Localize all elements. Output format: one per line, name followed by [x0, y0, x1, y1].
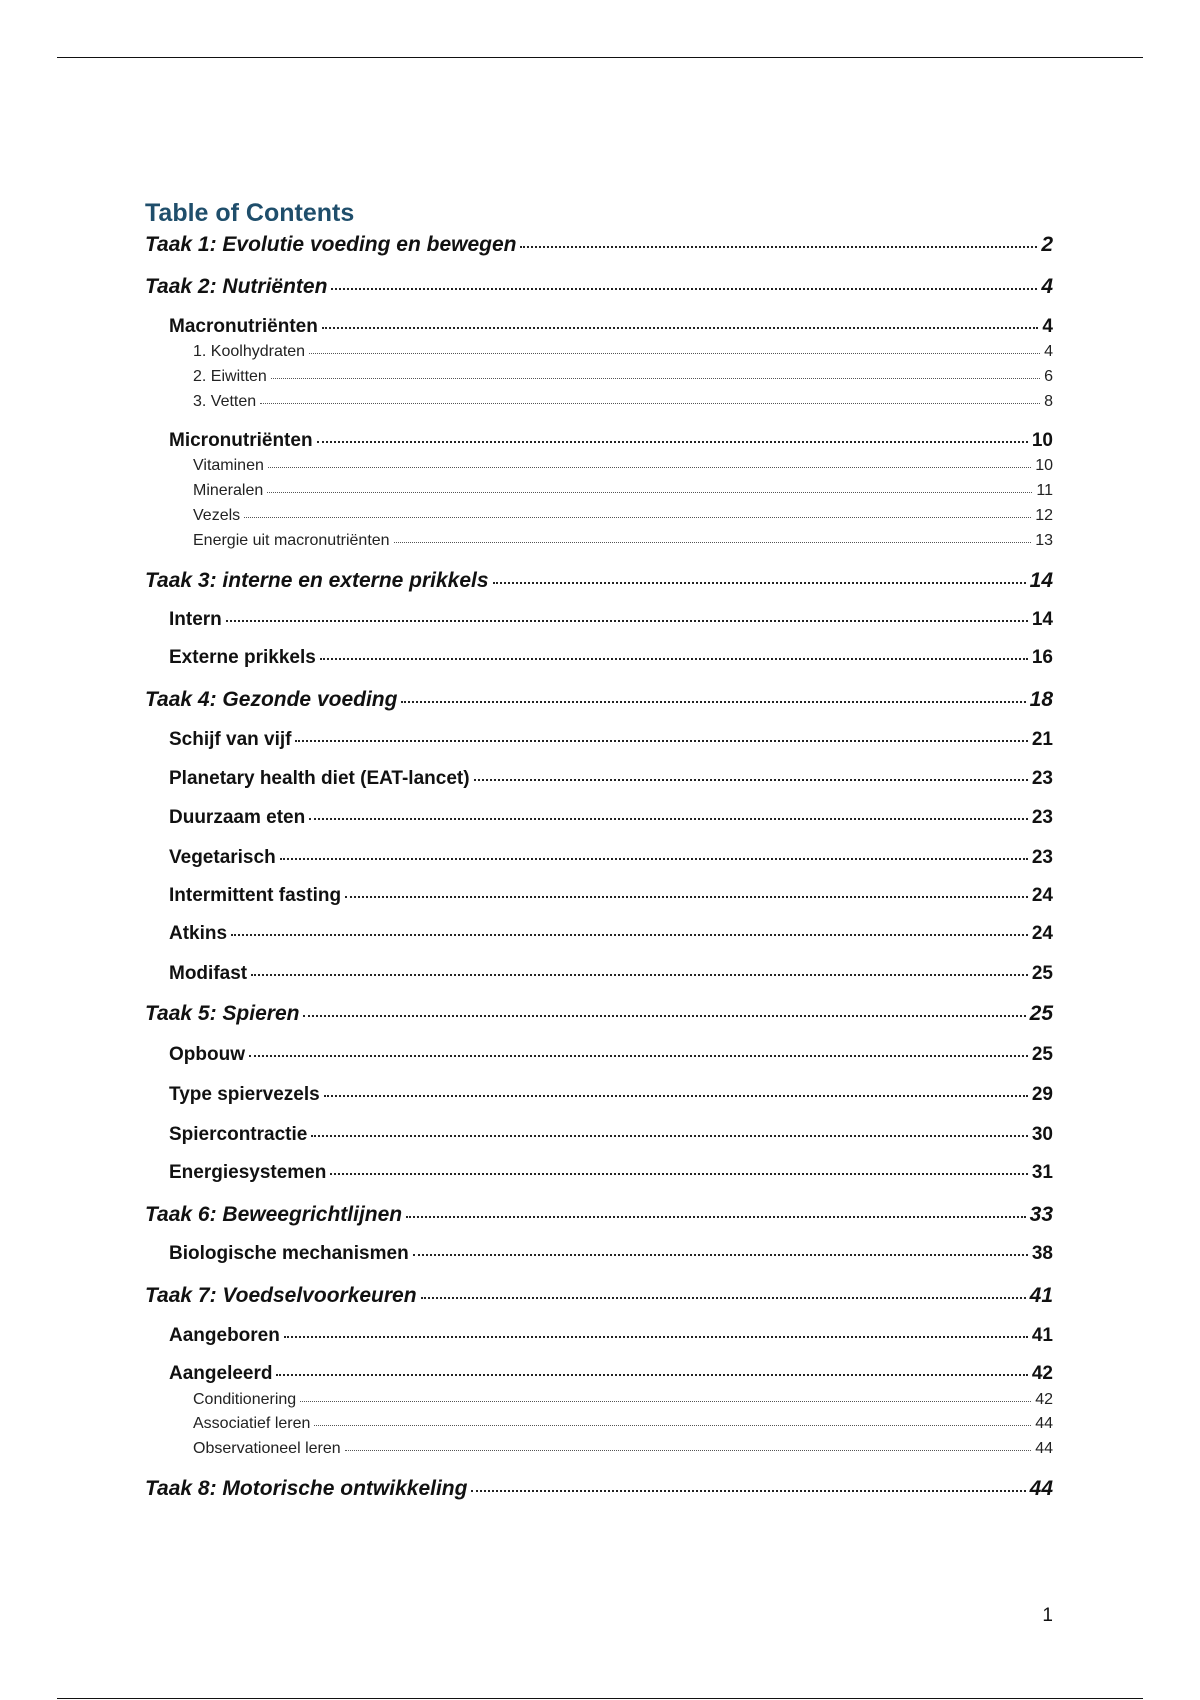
toc-entry-label: 3. Vetten — [193, 393, 257, 410]
toc-entry-label: Biologische mechanismen — [169, 1243, 409, 1264]
toc-entry-level-2[interactable] — [169, 920, 1053, 948]
toc-entry-level-1[interactable] — [145, 230, 1053, 260]
toc-dot-leader — [345, 896, 1028, 898]
toc-entry-level-2[interactable] — [169, 644, 1053, 672]
toc-entry-level-2[interactable] — [169, 1240, 1053, 1268]
toc-dot-leader — [226, 620, 1028, 622]
toc-entry-level-2[interactable] — [169, 1159, 1053, 1187]
toc-entry-page: 10 — [1031, 430, 1053, 451]
toc-entry-label: Planetary health diet (EAT-lancet) — [169, 768, 470, 789]
toc-dot-leader — [300, 1401, 1031, 1402]
toc-entry-page: 8 — [1044, 393, 1053, 410]
toc-entry-page: 42 — [1031, 1363, 1053, 1384]
toc-entry-level-2[interactable] — [169, 313, 1053, 341]
toc-entry-page: 23 — [1031, 847, 1053, 868]
toc-dot-leader — [271, 378, 1040, 379]
toc-entry-level-2[interactable] — [169, 765, 1053, 793]
toc-entry-level-1[interactable] — [145, 272, 1053, 302]
page-number: 1 — [1042, 1605, 1053, 1626]
toc-entry-page: 18 — [1029, 688, 1053, 711]
toc-dot-leader — [520, 246, 1037, 248]
toc-entry-level-2[interactable] — [169, 1322, 1053, 1350]
toc-entry-page: 41 — [1031, 1325, 1053, 1346]
toc-dot-leader — [311, 1135, 1028, 1137]
toc-dot-leader — [309, 818, 1028, 820]
toc-entry-label: Taak 2: Nutriënten — [145, 275, 328, 298]
toc-entry-page: 42 — [1035, 1391, 1053, 1408]
toc-entry-page: 25 — [1031, 1044, 1053, 1065]
toc-entry-level-2[interactable] — [169, 844, 1053, 872]
toc-entry-label: Taak 4: Gezonde voeding — [145, 688, 398, 711]
toc-entry-page: 6 — [1044, 368, 1053, 385]
toc-entry-label: Micronutriënten — [169, 430, 313, 451]
toc-entry-label: Taak 7: Voedselvoorkeuren — [145, 1284, 417, 1307]
toc-dot-leader — [295, 740, 1027, 742]
toc-entry-level-2[interactable] — [169, 960, 1053, 988]
toc-entry-page: 4 — [1041, 275, 1053, 298]
toc-entry-page: 25 — [1031, 963, 1053, 984]
toc-entry-page: 4 — [1044, 343, 1053, 360]
toc-entry-page: 30 — [1031, 1124, 1053, 1145]
toc-entry-page: 24 — [1031, 885, 1053, 906]
toc-entry-label: Vitaminen — [193, 457, 264, 474]
toc-entry-label: Vegetarisch — [169, 847, 276, 868]
toc-entry-page: 41 — [1029, 1284, 1053, 1307]
toc-dot-leader — [331, 288, 1037, 290]
toc-entry-label: Intermittent fasting — [169, 885, 342, 906]
toc-entry-level-1[interactable] — [145, 685, 1053, 715]
toc-entry-label: Aangeleerd — [169, 1363, 273, 1384]
toc-entry-page: 14 — [1029, 569, 1053, 592]
toc-entry-page: 38 — [1031, 1243, 1053, 1264]
toc-dot-leader — [309, 353, 1040, 354]
toc-entry-label: Vezels — [193, 507, 241, 524]
toc-entry-label: Observationeel leren — [193, 1440, 341, 1457]
toc-dot-leader — [493, 582, 1026, 584]
toc-entry-level-2[interactable] — [169, 1121, 1053, 1149]
toc-entry-level-1[interactable] — [145, 1200, 1053, 1230]
toc-entry-label: Taak 5: Spieren — [145, 1002, 300, 1025]
toc-entry-page: 14 — [1031, 609, 1053, 630]
toc-entry-level-1[interactable] — [145, 1281, 1053, 1311]
toc-entry-level-1[interactable] — [145, 566, 1053, 596]
toc-dot-leader — [268, 467, 1031, 468]
toc-entry-label: Spiercontractie — [169, 1124, 308, 1145]
toc-dot-leader — [345, 1450, 1032, 1451]
toc-dot-leader — [317, 441, 1028, 443]
toc-entry-level-2[interactable] — [169, 1041, 1053, 1069]
toc-entry-label: Schijf van vijf — [169, 729, 292, 750]
toc-dot-leader — [401, 701, 1025, 703]
toc-entry-page: 23 — [1031, 768, 1053, 789]
toc-entry-level-3[interactable] — [193, 1389, 1053, 1411]
toc-entry-level-2[interactable] — [169, 1081, 1053, 1109]
toc-entry-level-1[interactable] — [145, 1474, 1053, 1504]
toc-entry-page: 33 — [1029, 1203, 1053, 1226]
toc-dot-leader — [260, 403, 1040, 404]
toc-entry-level-3[interactable] — [193, 455, 1053, 477]
toc-dot-leader — [276, 1374, 1027, 1376]
toc-title: Table of Contents — [145, 199, 355, 227]
toc-entry-label: Atkins — [169, 923, 228, 944]
toc-entry-page: 44 — [1029, 1477, 1053, 1500]
toc-entry-page: 24 — [1031, 923, 1053, 944]
toc-dot-leader — [244, 517, 1031, 518]
toc-entry-level-3[interactable] — [193, 480, 1053, 502]
toc-entry-level-2[interactable] — [169, 1360, 1053, 1388]
toc-dot-leader — [394, 542, 1032, 543]
toc-dot-leader — [322, 327, 1039, 329]
toc-entry-label: Energiesystemen — [169, 1162, 327, 1183]
toc-entry-level-1[interactable] — [145, 999, 1053, 1029]
toc-entry-page: 13 — [1035, 532, 1053, 549]
toc-entry-level-2[interactable] — [169, 882, 1053, 910]
toc-entry-page: 10 — [1035, 457, 1053, 474]
toc-entry-level-3[interactable] — [193, 391, 1053, 413]
toc-dot-leader — [474, 779, 1028, 781]
toc-dot-leader — [413, 1254, 1028, 1256]
toc-entry-level-3[interactable] — [193, 1438, 1053, 1460]
toc-entry-level-3[interactable] — [193, 505, 1053, 527]
toc-entry-label: Opbouw — [169, 1044, 245, 1065]
toc-entry-label: Taak 8: Motorische ontwikkeling — [145, 1477, 468, 1500]
toc-dot-leader — [249, 1055, 1028, 1057]
toc-dot-leader — [471, 1490, 1025, 1492]
toc-entry-page: 12 — [1035, 507, 1053, 524]
toc-entry-label: Taak 6: Beweegrichtlijnen — [145, 1203, 403, 1226]
toc-entry-label: Modifast — [169, 963, 248, 984]
toc-entry-label: Type spiervezels — [169, 1084, 320, 1105]
footer-rule — [57, 1698, 1143, 1699]
toc-entry-label: Energie uit macronutriënten — [193, 532, 390, 549]
toc-entry-page: 4 — [1042, 316, 1053, 337]
toc-entry-page: 44 — [1035, 1440, 1053, 1457]
toc-entry-label: Duurzaam eten — [169, 807, 306, 828]
toc-dot-leader — [284, 1336, 1028, 1338]
toc-dot-leader — [320, 658, 1028, 660]
toc-dot-leader — [421, 1297, 1026, 1299]
toc-entry-label: Externe prikkels — [169, 647, 316, 668]
toc-entry-label: Aangeboren — [169, 1325, 280, 1346]
toc-entry-label: 2. Eiwitten — [193, 368, 267, 385]
toc-entry-page: 2 — [1041, 233, 1053, 256]
toc-entry-page: 31 — [1031, 1162, 1053, 1183]
toc-dot-leader — [280, 858, 1028, 860]
toc-dot-leader — [324, 1095, 1028, 1097]
toc-entry-level-2[interactable] — [169, 804, 1053, 832]
toc-entry-page: 16 — [1031, 647, 1053, 668]
toc-dot-leader — [231, 934, 1028, 936]
toc-dot-leader — [330, 1173, 1028, 1175]
toc-entry-level-2[interactable] — [169, 427, 1053, 455]
toc-entry-label: Taak 3: interne en externe prikkels — [145, 569, 489, 592]
toc-entry-level-3[interactable] — [193, 1413, 1053, 1435]
toc-entry-label: 1. Koolhydraten — [193, 343, 306, 360]
toc-entry-label: Macronutriënten — [169, 316, 318, 337]
toc-entry-page: 21 — [1031, 729, 1053, 750]
toc-dot-leader — [303, 1015, 1025, 1017]
toc-entry-page: 23 — [1031, 807, 1053, 828]
toc-entry-label: Associatief leren — [193, 1415, 311, 1432]
toc-entry-page: 29 — [1031, 1084, 1053, 1105]
toc-entry-page: 11 — [1036, 482, 1053, 499]
toc-entry-level-3[interactable] — [193, 366, 1053, 388]
toc-entry-level-2[interactable] — [169, 726, 1053, 754]
toc-entry-label: Conditionering — [193, 1391, 297, 1408]
toc-dot-leader — [251, 974, 1028, 976]
toc-entry-label: Mineralen — [193, 482, 264, 499]
toc-entry-level-3[interactable] — [193, 530, 1053, 552]
toc-entry-level-2[interactable] — [169, 606, 1053, 634]
toc-entry-label: Taak 1: Evolutie voeding en bewegen — [145, 233, 517, 256]
toc-dot-leader — [314, 1425, 1031, 1426]
toc-entry-page: 44 — [1035, 1415, 1053, 1432]
toc-dot-leader — [267, 492, 1032, 493]
toc-entry-page: 25 — [1029, 1002, 1053, 1025]
toc-dot-leader — [406, 1216, 1026, 1218]
toc-entry-label: Intern — [169, 609, 222, 630]
toc-entry-level-3[interactable] — [193, 341, 1053, 363]
